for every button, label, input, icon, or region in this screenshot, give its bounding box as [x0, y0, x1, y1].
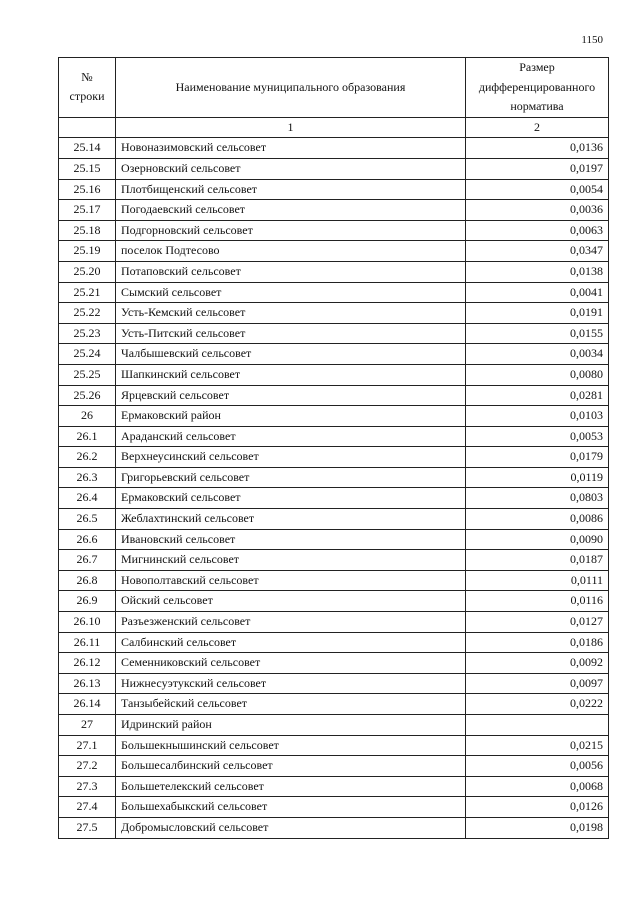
normative-value-cell: 0,0138 — [466, 261, 609, 282]
normative-value-cell — [466, 715, 609, 736]
normative-value-cell: 0,0086 — [466, 509, 609, 530]
municipality-name-cell: Идринский район — [116, 715, 466, 736]
municipality-name-cell: Верхнеусинский сельсовет — [116, 447, 466, 468]
normative-value-cell: 0,0136 — [466, 138, 609, 159]
table-body — [59, 138, 609, 838]
row-number-cell: 25.15 — [59, 158, 116, 179]
table-row — [59, 138, 609, 159]
normative-value-cell: 0,0281 — [466, 385, 609, 406]
normative-value-cell: 0,0155 — [466, 323, 609, 344]
normative-value-cell: 0,0197 — [466, 158, 609, 179]
column-index-row — [59, 117, 609, 138]
table-row — [59, 612, 609, 633]
normative-value-cell: 0,0034 — [466, 344, 609, 365]
row-number-cell: 26.11 — [59, 632, 116, 653]
normative-value-cell: 0,0187 — [466, 550, 609, 571]
row-number-cell: 25.16 — [59, 179, 116, 200]
table-row — [59, 776, 609, 797]
table-row — [59, 220, 609, 241]
normative-value-cell: 0,0092 — [466, 653, 609, 674]
row-number-cell: 26.12 — [59, 653, 116, 674]
row-number-cell: 26 — [59, 406, 116, 427]
municipality-name-cell: Семенниковский сельсовет — [116, 653, 466, 674]
row-number-cell: 26.14 — [59, 694, 116, 715]
column-index-cell — [59, 117, 116, 138]
row-number-cell: 25.25 — [59, 364, 116, 385]
row-number-cell: 25.24 — [59, 344, 116, 365]
row-number-cell: 25.14 — [59, 138, 116, 159]
municipality-name-cell: Мигнинский сельсовет — [116, 550, 466, 571]
row-number-cell: 27.1 — [59, 735, 116, 756]
row-number-cell: 25.20 — [59, 261, 116, 282]
header-normative-size: Размер дифференцированного норматива — [466, 58, 609, 118]
municipality-name-cell: Большехабыкский сельсовет — [116, 797, 466, 818]
normative-value-cell: 0,0041 — [466, 282, 609, 303]
normative-value-cell: 0,0116 — [466, 591, 609, 612]
normative-value-cell: 0,0111 — [466, 570, 609, 591]
normative-value-cell: 0,0119 — [466, 467, 609, 488]
table-row — [59, 694, 609, 715]
row-number-cell: 26.9 — [59, 591, 116, 612]
municipality-name-cell: Добромысловский сельсовет — [116, 817, 466, 838]
normative-table — [58, 57, 609, 839]
municipality-name-cell: Ойский сельсовет — [116, 591, 466, 612]
column-index-cell: 2 — [466, 117, 609, 138]
normative-value-cell: 0,0063 — [466, 220, 609, 241]
normative-value-cell: 0,0803 — [466, 488, 609, 509]
table-row — [59, 261, 609, 282]
table-row — [59, 529, 609, 550]
row-number-cell: 26.3 — [59, 467, 116, 488]
row-number-cell: 26.4 — [59, 488, 116, 509]
table-row — [59, 591, 609, 612]
row-number-cell: 27 — [59, 715, 116, 736]
table-row — [59, 509, 609, 530]
municipality-name-cell: Потаповский сельсовет — [116, 261, 466, 282]
normative-value-cell: 0,0198 — [466, 817, 609, 838]
municipality-name-cell: Усть-Кемский сельсовет — [116, 303, 466, 324]
normative-value-cell: 0,0036 — [466, 200, 609, 221]
table-row — [59, 344, 609, 365]
municipality-name-cell: Ермаковский район — [116, 406, 466, 427]
row-number-cell: 25.18 — [59, 220, 116, 241]
municipality-name-cell: Ермаковский сельсовет — [116, 488, 466, 509]
row-number-cell: 26.2 — [59, 447, 116, 468]
normative-value-cell: 0,0068 — [466, 776, 609, 797]
table-row — [59, 200, 609, 221]
column-index-cell: 1 — [116, 117, 466, 138]
normative-value-cell: 0,0186 — [466, 632, 609, 653]
municipality-name-cell: Араданский сельсовет — [116, 426, 466, 447]
municipality-name-cell: Большекнышинский сельсовет — [116, 735, 466, 756]
row-number-cell: 26.6 — [59, 529, 116, 550]
table-row — [59, 632, 609, 653]
municipality-name-cell: Шапкинский сельсовет — [116, 364, 466, 385]
normative-value-cell: 0,0097 — [466, 673, 609, 694]
municipality-name-cell: Салбинский сельсовет — [116, 632, 466, 653]
table-row — [59, 673, 609, 694]
municipality-name-cell: Подгорновский сельсовет — [116, 220, 466, 241]
row-number-cell: 25.26 — [59, 385, 116, 406]
table-row — [59, 817, 609, 838]
table-row — [59, 467, 609, 488]
municipality-name-cell: Ивановский сельсовет — [116, 529, 466, 550]
row-number-cell: 27.2 — [59, 756, 116, 777]
municipality-name-cell: Большетелекский сельсовет — [116, 776, 466, 797]
normative-value-cell: 0,0222 — [466, 694, 609, 715]
row-number-cell: 27.3 — [59, 776, 116, 797]
municipality-name-cell: Чалбышевский сельсовет — [116, 344, 466, 365]
municipality-name-cell: Танзыбейский сельсовет — [116, 694, 466, 715]
table-row — [59, 735, 609, 756]
row-number-cell: 25.19 — [59, 241, 116, 262]
municipality-name-cell: Плотбищенский сельсовет — [116, 179, 466, 200]
page-number: 1150 — [581, 34, 603, 46]
municipality-name-cell: Новополтавский сельсовет — [116, 570, 466, 591]
municipality-name-cell: Новоназимовский сельсовет — [116, 138, 466, 159]
table-row — [59, 570, 609, 591]
normative-value-cell: 0,0215 — [466, 735, 609, 756]
table-row — [59, 158, 609, 179]
table-row — [59, 385, 609, 406]
table-header-row — [59, 58, 609, 118]
municipality-name-cell: Нижнесуэтукский сельсовет — [116, 673, 466, 694]
table-row — [59, 756, 609, 777]
normative-value-cell: 0,0126 — [466, 797, 609, 818]
table-row — [59, 406, 609, 427]
table-row — [59, 282, 609, 303]
municipality-name-cell: Усть-Питский сельсовет — [116, 323, 466, 344]
row-number-cell: 25.17 — [59, 200, 116, 221]
municipality-name-cell: Большесалбинский сельсовет — [116, 756, 466, 777]
municipality-name-cell: Сымский сельсовет — [116, 282, 466, 303]
normative-value-cell: 0,0179 — [466, 447, 609, 468]
normative-value-cell: 0,0103 — [466, 406, 609, 427]
normative-value-cell: 0,0080 — [466, 364, 609, 385]
table-row — [59, 303, 609, 324]
table-row — [59, 323, 609, 344]
municipality-name-cell: Жеблахтинский сельсовет — [116, 509, 466, 530]
row-number-cell: 26.10 — [59, 612, 116, 633]
row-number-cell: 26.5 — [59, 509, 116, 530]
row-number-cell: 27.5 — [59, 817, 116, 838]
normative-value-cell: 0,0347 — [466, 241, 609, 262]
table-row — [59, 550, 609, 571]
table-row — [59, 715, 609, 736]
municipality-name-cell: поселок Подтесово — [116, 241, 466, 262]
row-number-cell: 25.21 — [59, 282, 116, 303]
table-row — [59, 364, 609, 385]
municipality-name-cell: Григорьевский сельсовет — [116, 467, 466, 488]
normative-value-cell: 0,0053 — [466, 426, 609, 447]
normative-value-cell: 0,0054 — [466, 179, 609, 200]
table-row — [59, 426, 609, 447]
header-municipality-name: Наименование муниципального образования — [116, 58, 466, 118]
header-row-number: № строки — [59, 58, 116, 118]
table-row — [59, 797, 609, 818]
table-row — [59, 179, 609, 200]
table-row — [59, 653, 609, 674]
table-row — [59, 241, 609, 262]
row-number-cell: 25.23 — [59, 323, 116, 344]
normative-value-cell: 0,0127 — [466, 612, 609, 633]
table-row — [59, 488, 609, 509]
row-number-cell: 27.4 — [59, 797, 116, 818]
municipality-name-cell: Разъезженский сельсовет — [116, 612, 466, 633]
row-number-cell: 25.22 — [59, 303, 116, 324]
normative-value-cell: 0,0191 — [466, 303, 609, 324]
municipality-name-cell: Озерновский сельсовет — [116, 158, 466, 179]
municipality-name-cell: Ярцевский сельсовет — [116, 385, 466, 406]
municipality-name-cell: Погодаевский сельсовет — [116, 200, 466, 221]
table-row — [59, 447, 609, 468]
row-number-cell: 26.1 — [59, 426, 116, 447]
normative-value-cell: 0,0090 — [466, 529, 609, 550]
row-number-cell: 26.8 — [59, 570, 116, 591]
row-number-cell: 26.13 — [59, 673, 116, 694]
normative-value-cell: 0,0056 — [466, 756, 609, 777]
row-number-cell: 26.7 — [59, 550, 116, 571]
